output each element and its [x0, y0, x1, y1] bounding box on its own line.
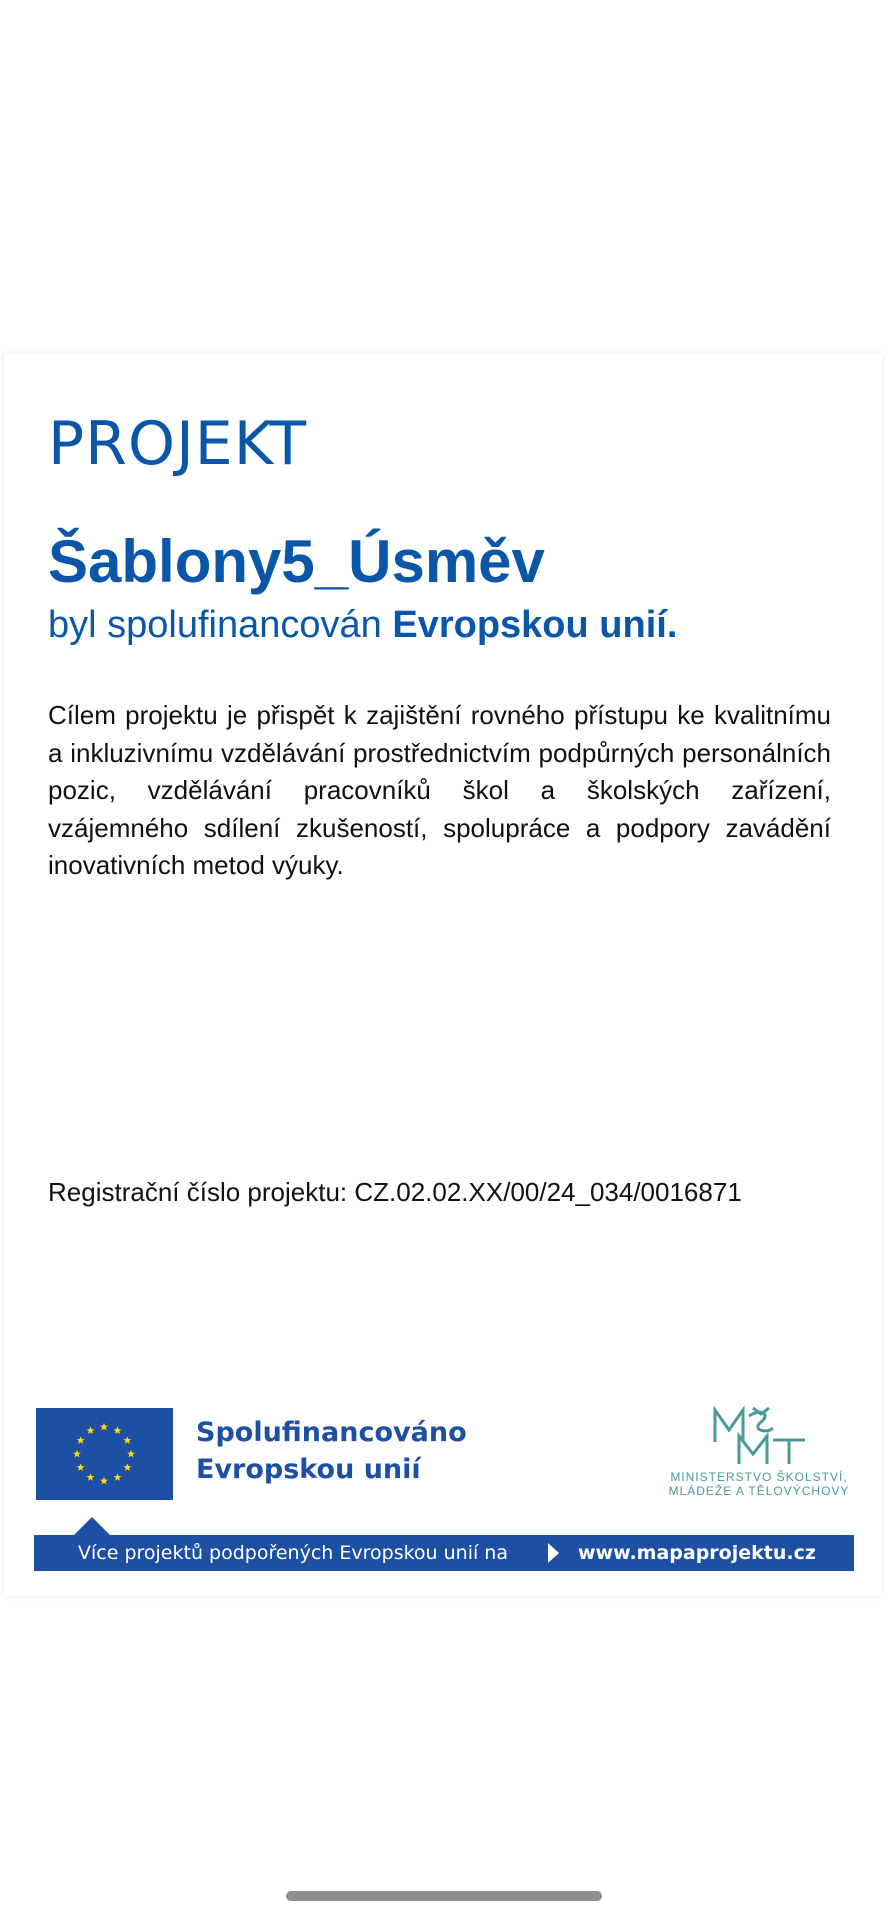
heading-projekt: PROJEKT: [48, 409, 308, 479]
eu-star-icon: [87, 1473, 95, 1481]
project-card: [4, 354, 882, 1596]
eu-star-icon: [77, 1463, 85, 1471]
eu-star-icon: [114, 1473, 122, 1481]
eu-star-icon: [100, 1477, 108, 1485]
eu-star-icon: [127, 1450, 135, 1458]
project-description: Cílem projektu je přispět k zajištění rovného přístupu ke kvalitnímu a inkluzivnímu vzdělávání prostřednictvím podpůrných personálních pozic, vzdělávání pracovníků škol a školských zařízení, vzájemného sdílení zkušeností, spolupráce a podpory zavádění inovativních metod výuky.: [48, 700, 831, 880]
msmt-text: [654, 1470, 864, 1498]
cofunded-prefix: byl spolufinancován: [48, 604, 382, 646]
cofunded-line: [48, 605, 677, 647]
project-name: Šablony5_Úsměv: [48, 528, 545, 595]
registration-number: Registrační číslo projektu: CZ.02.02.XX/00/24_034/0016871: [48, 1177, 742, 1207]
eu-flag-icon: [36, 1408, 173, 1500]
footer-bar-text: Více projektů podpořených Evropskou unií na: [78, 1542, 508, 1564]
eu-star-icon: [114, 1426, 122, 1434]
home-indicator[interactable]: [286, 1891, 602, 1901]
footer-bar-url[interactable]: www.mapaprojektu.cz: [578, 1542, 816, 1564]
eu-cofunded-line1: Spolufinancováno: [196, 1417, 467, 1448]
eu-star-icon: [87, 1426, 95, 1434]
msmt-logo: [654, 1406, 864, 1506]
msmt-line1: MINISTERSTVO ŠKOLSTVÍ,: [670, 1470, 848, 1484]
msmt-line2: MLÁDEŽE A TĚLOVÝCHOVY: [668, 1484, 850, 1498]
play-arrow-icon: [548, 1543, 559, 1563]
eu-star-icon: [100, 1423, 108, 1431]
footer-bar[interactable]: [34, 1535, 854, 1571]
eu-star-icon: [123, 1436, 131, 1444]
eu-star-icon: [73, 1450, 81, 1458]
cofunded-bold: Evropskou unií.: [392, 604, 678, 646]
eu-star-icon: [77, 1436, 85, 1444]
msmt-monogram-icon: [709, 1406, 809, 1468]
footer-bar-notch: [74, 1517, 110, 1535]
eu-cofunded-line2: Evropskou unií: [196, 1454, 421, 1485]
eu-cofunded-logo-text: [196, 1414, 467, 1488]
eu-star-icon: [123, 1463, 131, 1471]
